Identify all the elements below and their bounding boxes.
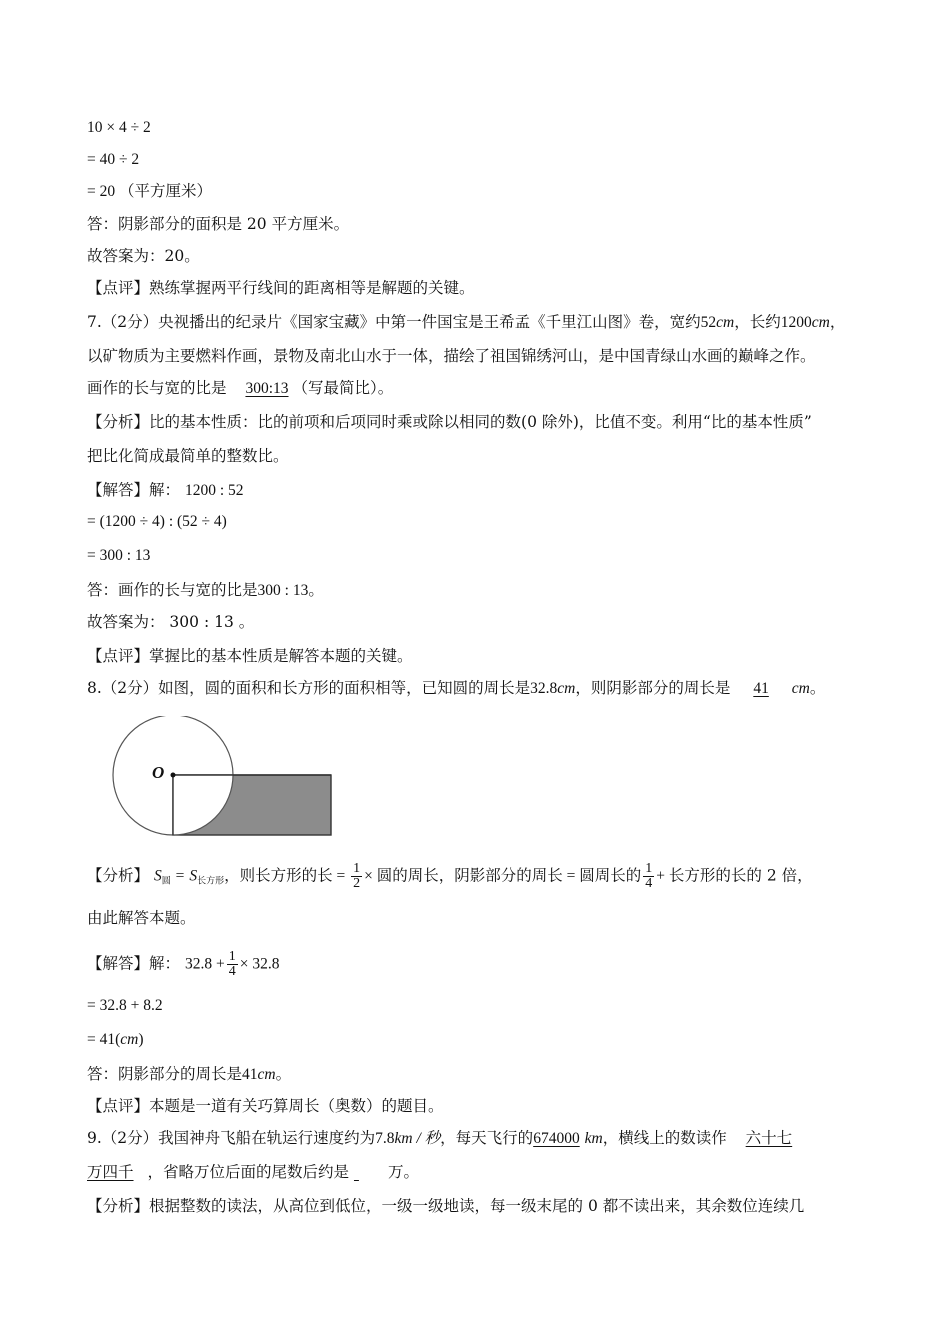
q9-stem-line-2 xyxy=(87,1162,864,1182)
analysis-text-3: 圆周长的 xyxy=(579,866,642,885)
q7-stem-text-3: ， xyxy=(829,313,846,331)
answer-value: 41 xyxy=(242,1066,258,1083)
solution-expression: 1200 : 52 xyxy=(184,482,244,499)
answer-end: 。 xyxy=(308,581,324,599)
review-tag: 【点评】 xyxy=(87,1097,150,1115)
review-text: 掌握比的基本性质是解答本题的关键。 xyxy=(149,647,413,665)
answer-end: 。 xyxy=(275,1065,292,1083)
q6-calc-line-3: = 20 （平方厘米） xyxy=(87,183,212,200)
center-label: O xyxy=(152,763,165,782)
q8-solution-line-3 xyxy=(87,1030,864,1050)
q7-analysis-line-2: 把比化简成最简单的整数比。 xyxy=(87,447,289,465)
s-subscript-circle: 圆 xyxy=(161,876,171,887)
q7-width-value: 52 xyxy=(700,314,717,331)
s-subscript-rect: 长方形 xyxy=(197,876,225,887)
fraction-one-half: $\frac{1}{2}$ xyxy=(353,861,361,891)
q7-stem-text-4: 画作的长与宽的比是 xyxy=(87,379,227,397)
s-symbol-2: S xyxy=(189,867,198,885)
q8-answer-blank: 41 xyxy=(753,680,769,697)
q7-stem-text-5: （写最简比）。 xyxy=(292,379,394,397)
solution-expr-b: × 32.8 xyxy=(239,955,280,973)
q8-answer xyxy=(87,1064,864,1085)
analysis-text-2: 圆的周长，阴影部分的周长 xyxy=(376,866,563,885)
q7-solution-line-2: = (1200 ÷ 4) : (52 ÷ 4) xyxy=(87,513,227,530)
review-text: 熟练掌握两平行线间的距离相等是解题的关键。 xyxy=(149,279,475,297)
q7-final-answer: 故答案为： 300 : 13 。 xyxy=(87,613,255,631)
analysis-text: ，则长方形的长 xyxy=(224,866,333,885)
s-symbol: S xyxy=(153,867,162,885)
q7-stem-line-1 xyxy=(87,312,864,333)
q8-analysis-line-1: 【分析】 $S_圆 = S_{长方形}$，则长方形的长 = $\frac{1}{2}$ × 圆的周长，阴影部分的周长 = 圆周长的 $\frac{1}{4}$ + 长方形的长的 2 倍， xyxy=(87,861,813,891)
q8-analysis-line-2: 由此解答本题。 xyxy=(87,909,196,927)
review-tag: 【点评】 xyxy=(87,279,150,297)
solution-prefix: 解： xyxy=(149,481,181,499)
answer-unit: cm xyxy=(257,1066,276,1083)
analysis-text: 比的基本性质：比的前项和后项同时乘或除以相同的数(0 除外)，比值不变。利用“比的基本性质” xyxy=(149,413,812,431)
q7-solution-line-1 xyxy=(87,480,864,501)
solution-tag: 【解答】 xyxy=(87,954,150,973)
q8-stem-end: 。 xyxy=(809,679,826,697)
q9-distance-unit: km xyxy=(584,1130,603,1147)
analysis-tag: 【分析】 xyxy=(87,1197,150,1215)
answer-text: 答：阴影部分的周长是 xyxy=(87,1065,243,1083)
q7-analysis-line-1 xyxy=(87,412,864,432)
q7-answer xyxy=(87,580,864,601)
q7-stem-text-2: ，长约 xyxy=(734,313,781,331)
q7-length-value: 1200 xyxy=(780,314,812,331)
q7-answer-blank: 300:13 xyxy=(245,380,289,397)
center-point xyxy=(171,773,176,778)
solution-expr-a: 32.8 + xyxy=(184,955,225,973)
q8-circumference-value: 32.8 xyxy=(530,680,558,697)
fraction-one-quarter: $\frac{1}{4}$ xyxy=(645,861,653,891)
q7-stem-text: 7.（2分）央视播出的纪录片《国家宝藏》中第一件国宝是王希孟《千里江山图》卷，宽约 xyxy=(87,313,701,331)
analysis-text-4: 长方形的长的 2 倍， xyxy=(668,866,813,885)
q6-answer: 答：阴影部分的面积是 20 平方厘米。 xyxy=(87,215,350,233)
circle-rectangle-figure xyxy=(110,716,345,846)
review-tag: 【点评】 xyxy=(87,647,150,665)
solution-unit: cm xyxy=(120,1031,139,1048)
q9-speed-unit: km / 秒 xyxy=(394,1130,441,1147)
q8-unit: cm xyxy=(557,680,576,697)
solution-tag: 【解答】 xyxy=(87,481,150,499)
answer-value: 300 : 13 xyxy=(257,582,309,599)
q7-stem-line-2: 以矿物质为主要燃料作画，景物及南北山水于一体，描绘了祖国锦绣河山，是中国青绿山水画的巅峰之作。 xyxy=(87,347,816,365)
q8-stem-text-2: ，则阴影部分的周长是 xyxy=(575,679,731,697)
q9-stem-line-1 xyxy=(87,1128,864,1149)
q9-stem-text-2: ，每天飞行的 xyxy=(440,1129,534,1147)
q9-stem-end: 万。 xyxy=(387,1163,419,1181)
q7-solution-line-3: = 300 : 13 xyxy=(87,547,151,564)
q8-stem xyxy=(87,678,864,699)
review-text: 本题是一道有关巧算周长（奥数）的题目。 xyxy=(149,1097,444,1115)
q8-review xyxy=(87,1096,864,1116)
solution-value: = 41( xyxy=(87,1031,121,1048)
q8-stem-text: 8.（2分）如图，圆的面积和长方形的面积相等，已知圆的周长是 xyxy=(87,679,531,697)
q9-stem-text: 9.（2分）我国神舟飞船在轨运行速度约为 xyxy=(87,1129,376,1147)
solution-end: ) xyxy=(138,1031,144,1048)
analysis-text: 根据整数的读法，从高位到低位，一级一级地读，每一级末尾的 0 都不读出来，其余数位连续几 xyxy=(149,1197,805,1215)
q7-unit-2: cm xyxy=(811,314,830,331)
q7-unit: cm xyxy=(716,314,735,331)
q9-stem-text-4: ，省略万位后面的尾数后约是 xyxy=(147,1163,350,1181)
q8-unit-2: cm xyxy=(791,680,810,697)
fraction-one-quarter-2: $\frac{1}{4}$ xyxy=(228,949,236,979)
q9-stem-text-3: ，横线上的数读作 xyxy=(602,1129,727,1147)
q7-review xyxy=(87,646,864,666)
q9-answer-blank-part-1: 六十七 xyxy=(745,1129,793,1147)
q9-analysis-line-1 xyxy=(87,1196,864,1216)
q8-solution-line-2: = 32.8 + 8.2 xyxy=(87,997,163,1014)
q6-calc-line-2: = 40 ÷ 2 xyxy=(87,151,140,168)
q7-stem-line-3 xyxy=(87,378,864,399)
q9-distance-value: 674000 xyxy=(533,1130,580,1147)
q9-answer-blank-2 xyxy=(354,1162,388,1182)
q9-speed-value: 7.8 xyxy=(375,1130,395,1147)
analysis-tag: 【分析】 xyxy=(87,413,150,431)
analysis-tag: 【分析】 xyxy=(87,866,150,885)
answer-text: 答：画作的长与宽的比是 xyxy=(87,581,258,599)
q6-final-answer: 故答案为：20。 xyxy=(87,247,200,265)
q9-answer-blank-part-2: 万四千 xyxy=(87,1163,134,1181)
solution-prefix: 解： xyxy=(149,954,181,973)
q8-solution-line-1 xyxy=(87,950,864,979)
q6-calc-line-1: 10 × 4 ÷ 2 xyxy=(87,119,151,136)
q6-review xyxy=(87,278,864,298)
